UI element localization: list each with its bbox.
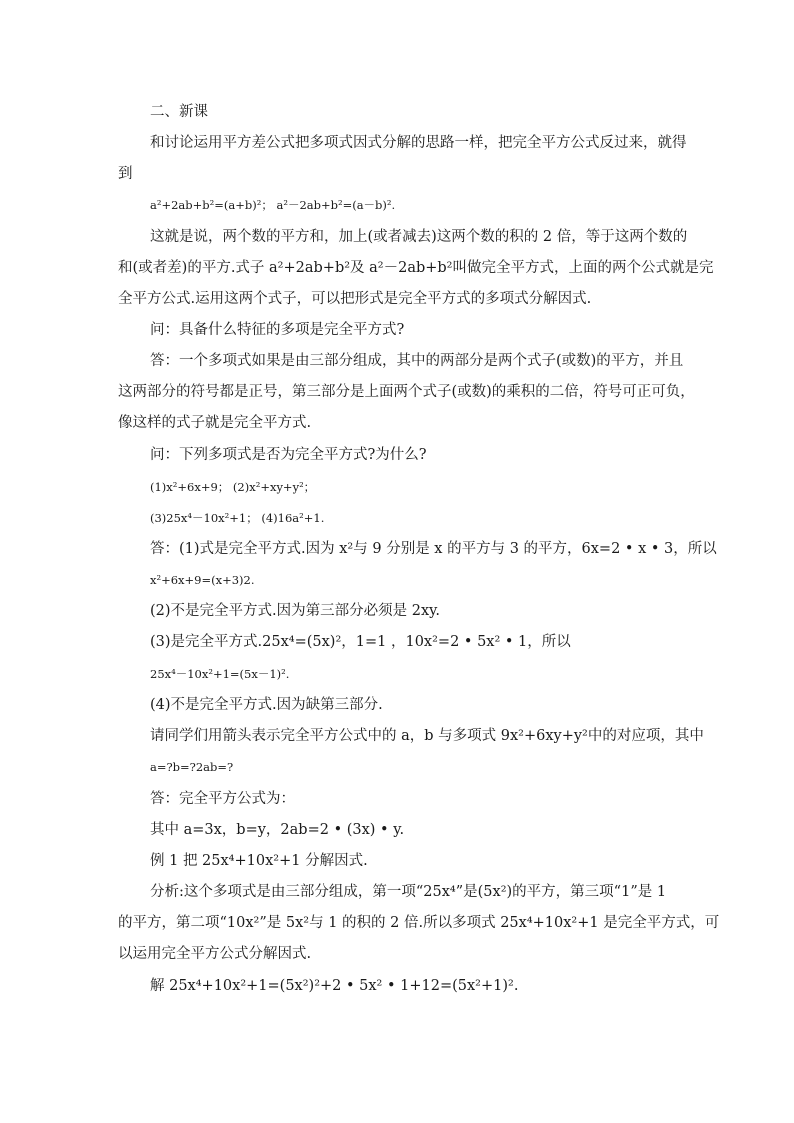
paragraph-line: 其中 a=3x，b=y，2ab=2 • (3x) • y. — [150, 822, 405, 838]
answer-line: (3)是完全平方式.25x⁴=(5x)²，1=1 ，10x²=2 • 5x² • 1，所以 — [150, 634, 571, 650]
paragraph-line: 到 — [118, 166, 133, 182]
analysis-line: 分析:这个多项式是由三部分组成，第一项“25x⁴”是(5x²)的平方，第三项“1”是 1 — [150, 884, 667, 900]
answer-line: 答：一个多项式如果是由三部分组成，其中的两部分是两个式子(或数)的平方，并且 — [150, 353, 684, 369]
exercise-line: (1)x²+6x+9； (2)x²+xy+y²； — [150, 480, 316, 494]
analysis-line: 以运用完全平方公式分解因式. — [118, 946, 312, 962]
question-line: 问：下列多项式是否为完全平方式?为什么? — [150, 447, 427, 463]
paragraph-line: 和(或者差)的平方.式子 a²+2ab+b²及 a²－2ab+b²叫做完全平方式，上面的两个公式就是完 — [118, 260, 714, 276]
exercise-line: (3)25x⁴－10x²+1； (4)16a²+1. — [150, 511, 325, 525]
answer-line: 像这样的式子就是完全平方式. — [118, 415, 312, 431]
answer-line: 答：(1)式是完全平方式.因为 x²与 9 分别是 x 的平方与 3 的平方，6x=2 • x • 3，所以 — [150, 541, 717, 557]
paragraph-line: 全平方公式.运用这两个式子，可以把形式是完全平方式的多项式分解因式. — [118, 291, 592, 307]
answer-line: (2)不是完全平方式.因为第三部分必须是 2xy. — [150, 603, 441, 619]
formula-line: x²+6x+9=(x+3)2. — [150, 573, 255, 587]
paragraph-line: 和讨论运用平方差公式把多项式因式分解的思路一样，把完全平方公式反过来，就得 — [150, 135, 687, 151]
formula-line: a²+2ab+b²=(a+b)²； a²－2ab+b²=(a－b)². — [150, 198, 396, 212]
formula-line: a=?b=?2ab=? — [150, 760, 234, 774]
answer-line: 答：完全平方公式为： — [150, 791, 295, 807]
answer-line: 这两部分的符号都是正号，第三部分是上面两个式子(或数)的乘积的二倍，符号可正可负， — [118, 384, 695, 400]
solution-line: 解 25x⁴+10x²+1=(5x²)²+2 • 5x² • 1+12=(5x²+1)². — [150, 978, 519, 994]
section-heading: 二、新课 — [150, 104, 208, 120]
question-line: 问：具备什么特征的多项是完全平方式? — [150, 322, 405, 338]
paragraph-line: 这就是说，两个数的平方和，加上(或者减去)这两个数的积的 2 倍，等于这两个数的 — [150, 229, 688, 245]
formula-line: 25x⁴－10x²+1=(5x－1)². — [150, 667, 290, 681]
paragraph-line: 请同学们用箭头表示完全平方公式中的 a，b 与多项式 9x²+6xy+y²中的对应项，其中 — [150, 728, 704, 744]
analysis-line: 的平方，第二项“10x²”是 5x²与 1 的积的 2 倍.所以多项式 25x⁴+10x²+1 是完全平方式，可 — [118, 915, 720, 931]
answer-line: (4)不是完全平方式.因为缺第三部分. — [150, 697, 383, 713]
example-heading: 例 1 把 25x⁴+10x²+1 分解因式. — [150, 853, 368, 869]
